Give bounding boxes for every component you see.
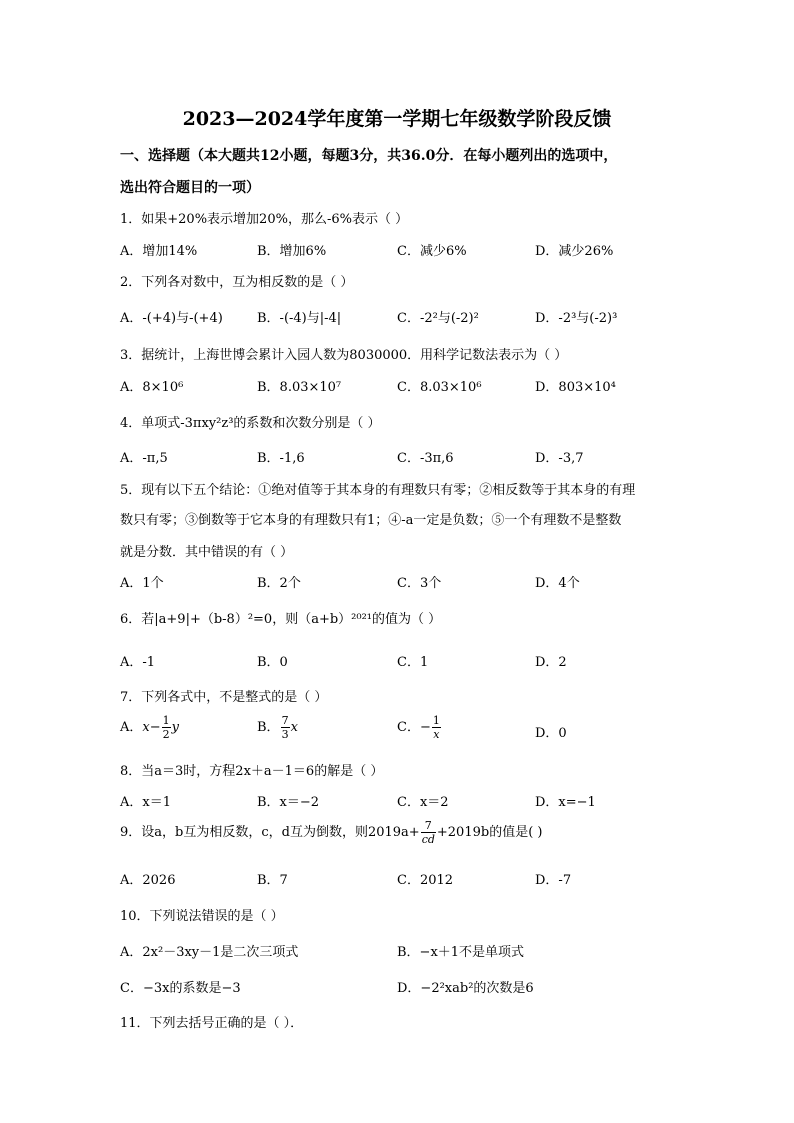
question-5-line2: 数只有零；③倒数等于它本身的有理数只有1；④-a一定是负数；⑤一个有理数不是整数 <box>120 513 622 528</box>
q8-option-c: C．x＝2 <box>397 795 449 810</box>
q6-option-c: C．1 <box>397 655 429 670</box>
q10-option-c: C．−3x的系数是−3 <box>120 981 241 996</box>
q9-fraction: $\frac{7}{cd}$ <box>421 819 435 846</box>
question-3: 3．据统计，上海世博会累计入园人数为8030000．用科学记数法表示为（ ） <box>120 348 568 363</box>
q10-option-a: A．2x²－3xy－1是二次三项式 <box>120 945 299 960</box>
q9-option-d: D．-7 <box>535 873 572 888</box>
q7-a-fraction: $\frac{1}{2}$ <box>162 714 170 741</box>
q6-option-a: A．-1 <box>120 655 156 670</box>
q7-b-fraction: $\frac{7}{3}$ <box>281 714 289 741</box>
q7-option-c: C．− $\frac{1}{x}$ <box>397 714 440 741</box>
q7-option-a: A．x− $\frac{1}{2}$ y <box>120 714 179 741</box>
q10-option-d: D．−2²xab²的次数是6 <box>397 981 534 996</box>
q5-option-c: C．3个 <box>397 576 442 591</box>
q8-option-a: A．x＝1 <box>120 795 171 810</box>
q6-option-b: B．0 <box>257 655 288 670</box>
question-2: 2．下列各对数中，互为相反数的是（ ） <box>120 275 354 290</box>
q8-option-d: D．x=−1 <box>535 795 596 810</box>
q9-option-c: C．2012 <box>397 873 454 888</box>
q3-option-a: A．8×10⁶ <box>120 380 184 395</box>
q2-option-d: D．-2³与(-2)³ <box>535 311 618 326</box>
q1-option-b: B．增加6% <box>257 244 327 259</box>
q3-option-c: C．8.03×10⁶ <box>397 380 482 395</box>
question-5-line1: 5．现有以下五个结论：①绝对值等于其本身的有理数只有零；②相反数等于其本身的有理 <box>120 483 636 498</box>
q2-option-c: C．-2²与(-2)² <box>397 311 479 326</box>
q5-option-a: A．1个 <box>120 576 164 591</box>
q1-option-a: A．增加14% <box>120 244 198 259</box>
q7-option-d: D．0 <box>535 726 567 741</box>
q4-option-b: B．-1,6 <box>257 451 305 466</box>
section-heading-line1: 一、选择题（本大题共12小题，每题3分，共36.0分．在每小题列出的选项中， <box>120 148 618 164</box>
question-9: 9．设a，b互为相反数，c，d互为倒数，则2019a+ $\frac{7}{cd}$ +2019b的值是( ) <box>120 819 543 846</box>
q8-option-b: B．x＝−2 <box>257 795 320 810</box>
q9-option-b: B．7 <box>257 873 288 888</box>
q10-option-b: B．−x＋1不是单项式 <box>397 945 525 960</box>
q4-option-c: C．-3π,6 <box>397 451 454 466</box>
q2-option-a: A．-(+4)与-(+4) <box>120 311 223 326</box>
q5-option-b: B．2个 <box>257 576 301 591</box>
q4-option-a: A．-π,5 <box>120 451 168 466</box>
section-heading-line2: 选出符合题目的一项） <box>120 180 260 196</box>
question-8: 8．当a＝3时，方程2x＋a－1＝6的解是（ ） <box>120 764 384 779</box>
question-6: 6．若|a+9|+（b-8）²=0，则（a+b）²⁰²¹的值为（ ） <box>120 612 442 627</box>
q2-option-b: B．-(-4)与|-4| <box>257 311 342 326</box>
q1-option-c: C．减少6% <box>397 244 467 259</box>
question-11: 11．下列去括号正确的是（ ）． <box>120 1016 304 1031</box>
question-7: 7．下列各式中，不是整式的是（ ） <box>120 690 328 705</box>
q6-option-d: D．2 <box>535 655 567 670</box>
q5-option-d: D．4个 <box>535 576 580 591</box>
q9-option-a: A．2026 <box>120 873 176 888</box>
question-10: 10．下列说法错误的是（ ） <box>120 909 284 924</box>
q4-option-d: D．-3,7 <box>535 451 584 466</box>
question-1: 1．如果+20%表示增加20%，那么-6%表示（ ） <box>120 212 409 227</box>
question-4: 4．单项式-3πxy²z³的系数和次数分别是（ ） <box>120 416 381 431</box>
q7-option-b: B． $\frac{7}{3}$ x <box>257 714 298 741</box>
q7-c-fraction: $\frac{1}{x}$ <box>432 714 440 741</box>
question-5-line3: 就是分数．其中错误的有（ ） <box>120 545 294 560</box>
page-title: 2023—2024学年度第一学期七年级数学阶段反馈 <box>182 108 612 130</box>
q3-option-b: B．8.03×10⁷ <box>257 380 342 395</box>
q3-option-d: D．803×10⁴ <box>535 380 616 395</box>
q1-option-d: D．减少26% <box>535 244 614 259</box>
